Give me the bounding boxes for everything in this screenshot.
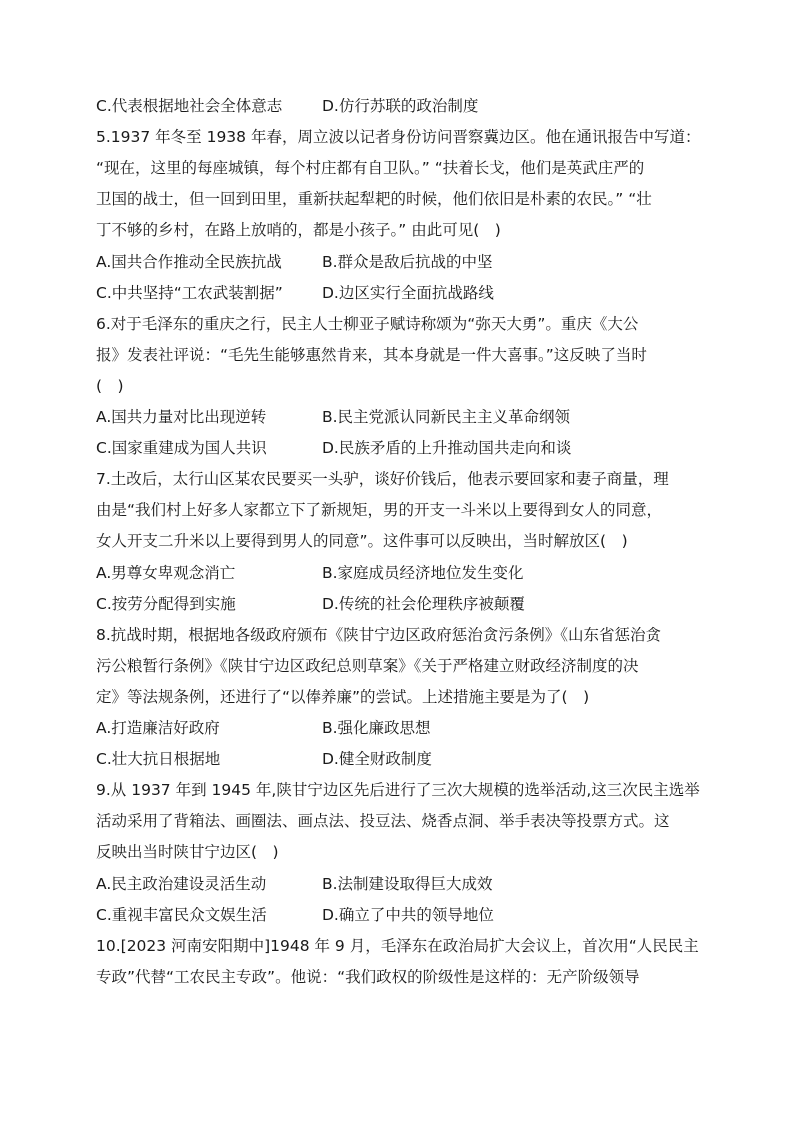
- q7-stem-line3: 女人开支二升米以上要得到男人的同意”。这件事可以反映出，当时解放区( ): [96, 532, 628, 550]
- q9-option-d: D.确立了中共的领导地位: [322, 906, 494, 924]
- q5-stem-line1: 5.1937 年冬至 1938 年春，周立波以记者身份访问晋察冀边区。他在通讯报告中写道：: [96, 128, 701, 146]
- q5-option-d: D.边区实行全面抗战路线: [322, 284, 494, 302]
- q9-option-a: A.民主政治建设灵活生动: [96, 875, 267, 893]
- q4-option-c: C.代表根据地社会全体意志: [96, 97, 283, 115]
- q8-option-c: C.壮大抗日根据地: [96, 750, 221, 768]
- q8-option-a: A.打造廉洁好政府: [96, 719, 220, 737]
- q6-option-d: D.民族矛盾的上升推动国共走向和谈: [322, 439, 572, 457]
- q5-option-a: A.国共合作推动全民族抗战: [96, 253, 282, 271]
- q8-option-b: B.强化廉政思想: [322, 719, 431, 737]
- q7-option-a: A.男尊女卑观念消亡: [96, 564, 236, 582]
- q9-stem-line3: 反映出当时陕甘宁边区( ): [96, 843, 279, 861]
- q9-stem-line1: 9.从 1937 年到 1945 年,陕甘宁边区先后进行了三次大规模的选举活动,这三次民主选举: [96, 781, 700, 799]
- q6-option-c: C.国家重建成为国人共识: [96, 439, 267, 457]
- q8-stem-line1: 8.抗战时期，根据地各级政府颁布《陕甘宁边区政府惩治贪污条例》《山东省惩治贪: [96, 626, 662, 644]
- q8-stem-line3: 定》等法规条例，还进行了“以俸养廉”的尝试。上述措施主要是为了( ): [96, 688, 590, 706]
- q6-stem-line1: 6.对于毛泽东的重庆之行，民主人士柳亚子赋诗称颂为“弥天大勇”。重庆《大公: [96, 315, 639, 333]
- q6-stem-line3: ( ): [96, 377, 124, 395]
- q9-stem-line2: 活动采用了背箱法、画圈法、画点法、投豆法、烧香点洞、举手表决等投票方式。这: [96, 812, 670, 830]
- q5-stem-line2: “现在，这里的每座城镇，每个村庄都有自卫队。” “扶着长戈，他们是英武庄严的: [96, 159, 645, 177]
- q4-option-d: D.仿行苏联的政治制度: [322, 97, 479, 115]
- q5-option-c: C.中共坚持“工农武装割据”: [96, 284, 283, 302]
- q9-option-b: B.法制建设取得巨大成效: [322, 875, 493, 893]
- q5-stem-line4: 丁不够的乡村，在路上放哨的，都是小孩子。” 由此可见( ): [96, 221, 501, 239]
- q9-option-c: C.重视丰富民众文娱生活: [96, 906, 267, 924]
- q7-stem-line2: 由是“我们村上好多人家都立下了新规矩，男的开支一斗米以上要得到女人的同意，: [96, 501, 663, 519]
- q7-stem-line1: 7.土改后，太行山区某农民要买一头驴，谈好价钱后，他表示要回家和妻子商量，理: [96, 470, 669, 488]
- q10-stem-line1: 10.[2023 河南安阳期中]1948 年 9 月，毛泽东在政治局扩大会议上，首次用“人民民主: [96, 937, 699, 955]
- q8-stem-line2: 污公粮暂行条例》《陕甘宁边区政纪总则草案》《关于严格建立财政经济制度的决: [96, 657, 639, 675]
- q7-option-d: D.传统的社会伦理秩序被颠覆: [322, 595, 525, 613]
- q6-option-a: A.国共力量对比出现逆转: [96, 408, 267, 426]
- q5-option-b: B.群众是敌后抗战的中坚: [322, 253, 493, 271]
- q10-stem-line2: 专政”代替“工农民主专政”。他说：“我们政权的阶级性是这样的：无产阶级领导: [96, 968, 640, 986]
- q5-stem-line3: 卫国的战士，但一回到田里，重新扶起犁耙的时候，他们依旧是朴素的农民。” “壮: [96, 190, 652, 208]
- q8-option-d: D.健全财政制度: [322, 750, 432, 768]
- q7-option-c: C.按劳分配得到实施: [96, 595, 236, 613]
- q6-option-b: B.民主党派认同新民主主义革命纲领: [322, 408, 571, 426]
- q7-option-b: B.家庭成员经济地位发生变化: [322, 564, 524, 582]
- q6-stem-line2: 报》发表社评说：“毛先生能够惠然肯来，其本身就是一件大喜事。”这反映了当时: [96, 346, 647, 364]
